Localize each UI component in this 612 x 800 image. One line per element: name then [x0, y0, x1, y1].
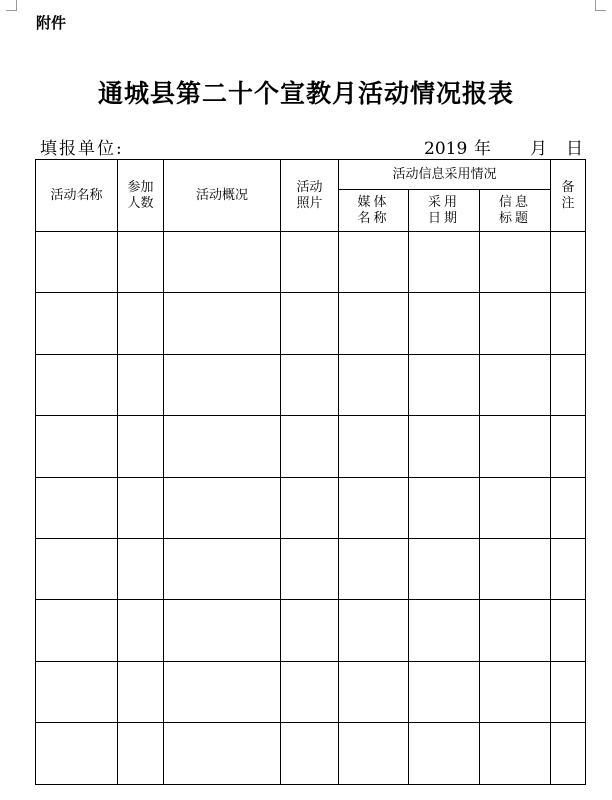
- date-month-label: 月: [530, 139, 547, 159]
- col-header-info-title-line1: 信息: [499, 194, 532, 210]
- col-header-photos: [281, 160, 339, 232]
- table-cell[interactable]: [118, 600, 164, 661]
- table-cell[interactable]: [118, 723, 164, 784]
- table-cell[interactable]: [281, 293, 339, 354]
- table-cell[interactable]: [281, 354, 339, 415]
- col-header-participants-line2: 人数: [127, 195, 154, 211]
- table-cell[interactable]: [36, 723, 118, 784]
- table-cell[interactable]: [551, 661, 586, 722]
- page-corner-mark-right: [595, 0, 606, 11]
- table-cell[interactable]: [480, 661, 551, 722]
- table-cell[interactable]: [118, 354, 164, 415]
- table-cell[interactable]: [480, 477, 551, 538]
- table-cell[interactable]: [281, 661, 339, 722]
- table-cell[interactable]: [281, 600, 339, 661]
- table-cell[interactable]: [339, 232, 409, 293]
- col-header-adoption-group: 活动信息采用情况: [339, 160, 551, 190]
- table-cell[interactable]: [551, 232, 586, 293]
- col-header-overview: 活动概况: [164, 160, 281, 232]
- col-header-participants: [118, 160, 164, 232]
- table-row: [36, 293, 586, 354]
- table-cell[interactable]: [551, 477, 586, 538]
- col-header-remarks-line1: 备: [561, 179, 575, 195]
- table-cell[interactable]: [480, 232, 551, 293]
- table-cell[interactable]: [409, 293, 480, 354]
- table-cell[interactable]: [164, 416, 281, 477]
- col-header-photos-line2: 照片: [296, 195, 323, 211]
- table-cell[interactable]: [551, 293, 586, 354]
- table-cell[interactable]: [339, 416, 409, 477]
- table-cell[interactable]: [164, 293, 281, 354]
- table-cell[interactable]: [36, 477, 118, 538]
- table-body: [36, 232, 586, 785]
- table-cell[interactable]: [409, 416, 480, 477]
- table-cell[interactable]: [551, 538, 586, 599]
- date-year-value: 2019: [424, 139, 468, 159]
- table-cell[interactable]: [118, 232, 164, 293]
- table-row: [36, 354, 586, 415]
- table-cell[interactable]: [164, 477, 281, 538]
- table-cell[interactable]: [36, 600, 118, 661]
- table-cell[interactable]: [36, 354, 118, 415]
- table-cell[interactable]: [281, 723, 339, 784]
- fill-unit-label: 填报单位:: [40, 139, 124, 159]
- table-cell[interactable]: [281, 538, 339, 599]
- date-year-label: 年: [474, 139, 491, 159]
- attachment-label: 附件: [36, 14, 67, 32]
- table-cell[interactable]: [480, 416, 551, 477]
- table-row: [36, 661, 586, 722]
- table-cell[interactable]: [480, 600, 551, 661]
- table-row: [36, 232, 586, 293]
- table-cell[interactable]: [118, 538, 164, 599]
- col-header-photos-line1: 活动: [296, 179, 323, 195]
- col-header-remarks: [551, 160, 586, 232]
- table-cell[interactable]: [164, 661, 281, 722]
- table-cell[interactable]: [409, 477, 480, 538]
- col-header-media-name-line1: 媒体: [357, 194, 390, 210]
- col-header-media-name: [339, 190, 409, 232]
- table-cell[interactable]: [339, 723, 409, 784]
- date-day-label: 日: [566, 139, 583, 159]
- table-cell[interactable]: [409, 354, 480, 415]
- table-cell[interactable]: [339, 354, 409, 415]
- col-header-adoption-date: [409, 190, 480, 232]
- table-cell[interactable]: [164, 538, 281, 599]
- table-cell[interactable]: [409, 600, 480, 661]
- col-header-media-name-line2: 名称: [357, 210, 390, 226]
- table-cell[interactable]: [480, 723, 551, 784]
- table-cell[interactable]: [551, 354, 586, 415]
- table-cell[interactable]: [281, 416, 339, 477]
- table-cell[interactable]: [480, 293, 551, 354]
- table-cell[interactable]: [339, 477, 409, 538]
- col-header-activity-name: 活动名称: [36, 160, 118, 232]
- table-cell[interactable]: [409, 232, 480, 293]
- table-cell[interactable]: [409, 661, 480, 722]
- table-row: [36, 538, 586, 599]
- table-cell[interactable]: [551, 416, 586, 477]
- table-cell[interactable]: [36, 538, 118, 599]
- table-cell[interactable]: [480, 538, 551, 599]
- table-cell[interactable]: [409, 723, 480, 784]
- table-cell[interactable]: [281, 232, 339, 293]
- table-row: [36, 477, 586, 538]
- table-cell[interactable]: [36, 232, 118, 293]
- table-cell[interactable]: [551, 600, 586, 661]
- col-header-remarks-line2: 注: [561, 195, 575, 211]
- col-header-info-title: [480, 190, 551, 232]
- table-cell[interactable]: [480, 354, 551, 415]
- col-header-adoption-date-line2: 日期: [427, 210, 460, 226]
- col-header-participants-line1: 参加: [127, 179, 154, 195]
- col-header-adoption-date-line1: 采用: [427, 194, 460, 210]
- report-table: [35, 159, 586, 785]
- table-cell[interactable]: [551, 723, 586, 784]
- table-row: [36, 600, 586, 661]
- table-cell[interactable]: [36, 416, 118, 477]
- table-cell[interactable]: [339, 661, 409, 722]
- table-cell[interactable]: [36, 661, 118, 722]
- table-cell[interactable]: [281, 477, 339, 538]
- table-cell[interactable]: [339, 538, 409, 599]
- table-cell[interactable]: [164, 600, 281, 661]
- table-cell[interactable]: [339, 600, 409, 661]
- report-title: 通城县第二十个宣教月活动情况报表: [97, 79, 514, 108]
- table-cell[interactable]: [118, 661, 164, 722]
- report-date: [424, 134, 583, 159]
- page-corner-mark-left: [6, 0, 17, 11]
- table-cell[interactable]: [409, 538, 480, 599]
- table-row: [36, 416, 586, 477]
- table-cell[interactable]: [118, 477, 164, 538]
- table-cell[interactable]: [36, 293, 118, 354]
- table-cell[interactable]: [164, 354, 281, 415]
- col-header-info-title-line2: 标题: [499, 210, 532, 226]
- table-cell[interactable]: [118, 293, 164, 354]
- table-cell[interactable]: [339, 293, 409, 354]
- table-cell[interactable]: [164, 232, 281, 293]
- table-row: [36, 723, 586, 784]
- table-cell[interactable]: [164, 723, 281, 784]
- table-cell[interactable]: [118, 416, 164, 477]
